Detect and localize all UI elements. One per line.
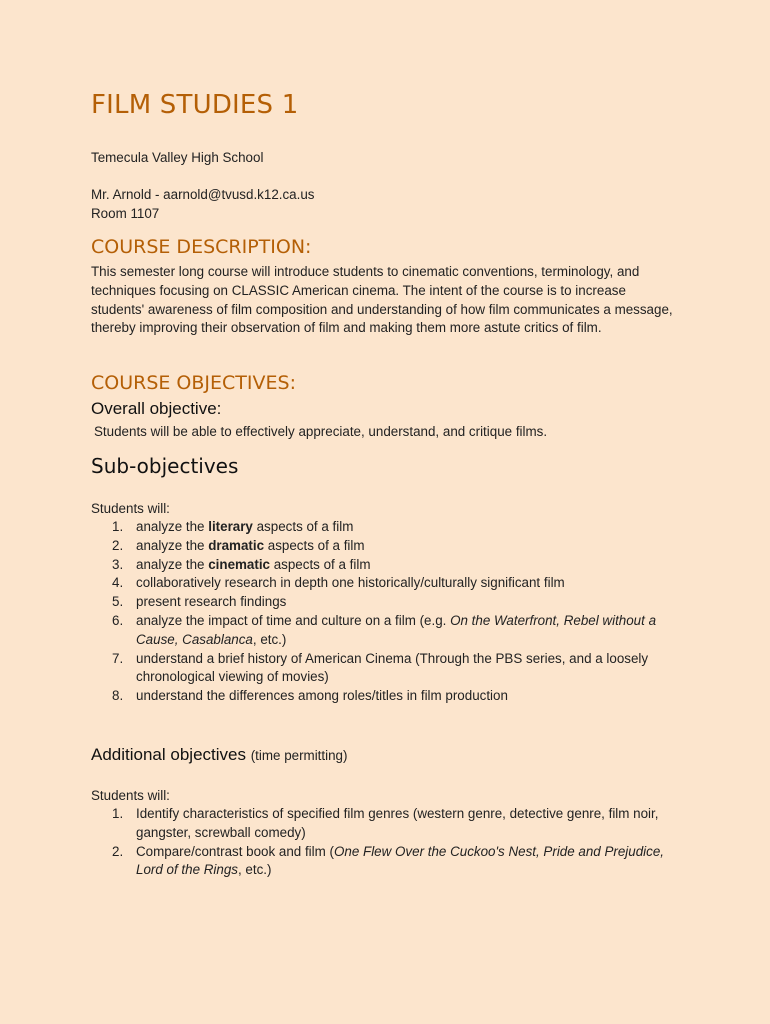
- sub-objective-item-number: 4.: [112, 575, 124, 591]
- additional-objectives-title: Additional objectives: [91, 745, 246, 764]
- sub-objective-item-text: analyze the cinematic aspects of a film: [136, 556, 371, 572]
- sub-objective-item-emphasis: literary: [208, 519, 253, 534]
- sub-objective-item-text: understand a brief history of American Cinema (Through the PBS series, and a loosely chronological viewing of movies): [136, 650, 649, 685]
- sub-objective-item-number: 3.: [112, 556, 124, 572]
- school-name: Temecula Valley High School: [91, 150, 264, 165]
- additional-objectives-note: (time permitting): [250, 748, 348, 763]
- additional-objectives-heading: [91, 745, 347, 765]
- students-will-label: Students will:: [91, 501, 170, 516]
- sub-objective-item: [91, 650, 681, 688]
- sub-objective-item: [91, 687, 681, 706]
- course-description-heading: COURSE DESCRIPTION:: [91, 236, 312, 258]
- sub-objective-item-emphasis: dramatic: [208, 537, 265, 553]
- sub-objective-item-text: understand the differences among roles/titles in film production: [136, 688, 508, 704]
- additional-objective-item-film-titles: One Flew Over the Cuckoo's Nest, Pride and Prejudice, Lord of the Rings: [136, 843, 665, 878]
- additional-objective-item-text: Identify characteristics of specified film genres (western genre, detective genre, film noir, gangster, screwball comedy): [136, 806, 659, 840]
- sub-objective-item-number: 2.: [112, 537, 124, 553]
- overall-objective-heading: Overall objective:: [91, 399, 222, 418]
- course-description-text: This semester long course will introduce students to cinematic conventions, terminology, and techniques focusing on CLASSIC American cinema. The intent of the course is to increase students' awareness of film composition and understanding of how film communicates a message, thereby improving their observation of film and making them more astute critics of film.: [91, 264, 673, 336]
- sub-objective-item-number: 1.: [112, 519, 124, 534]
- additional-objective-item-number: 2.: [112, 843, 124, 859]
- sub-objectives-heading: Sub-objectives: [91, 454, 239, 478]
- sub-objective-item-text: present research findings: [136, 594, 287, 610]
- sub-objective-item: [91, 537, 681, 556]
- sub-objective-item-text: collaboratively research in depth one historically/culturally significant film: [136, 575, 565, 591]
- additional-objective-item: [91, 805, 681, 843]
- overall-objective-text: Students will be able to effectively appreciate, understand, and critique films.: [94, 424, 548, 439]
- additional-objective-item-number: 1.: [112, 806, 124, 821]
- sub-objective-item: [91, 556, 681, 575]
- additional-objective-item: [91, 843, 681, 881]
- sub-objective-item-text: analyze the literary aspects of a film: [136, 519, 354, 534]
- sub-objective-item-number: 7.: [112, 650, 124, 666]
- sub-objectives-list: [91, 518, 681, 706]
- page-title: FILM STUDIES 1: [91, 90, 299, 120]
- room-number: Room 1107: [91, 206, 160, 221]
- sub-objective-item-number: 6.: [112, 612, 124, 628]
- sub-objective-item: [91, 593, 681, 612]
- sub-objective-item-text: analyze the dramatic aspects of a film: [136, 537, 365, 553]
- additional-students-will-label: Students will:: [91, 788, 170, 803]
- additional-objective-item-text: Compare/contrast book and film (One Flew Over the Cuckoo's Nest, Pride and Prejudice, Lord of the Rings, etc.): [136, 843, 665, 878]
- sub-objective-item-number: 8.: [112, 688, 124, 704]
- sub-objective-item: [91, 574, 681, 593]
- sub-objective-item-text: analyze the impact of time and culture on a film (e.g. On the Waterfront, Rebel without a Cause, Casablanca, etc.): [136, 612, 657, 647]
- teacher-contact: Mr. Arnold - aarnold@tvusd.k12.ca.us: [91, 187, 315, 202]
- sub-objective-item: [91, 612, 681, 650]
- sub-objective-item-emphasis: cinematic: [208, 556, 270, 572]
- additional-objectives-list: [91, 805, 681, 880]
- sub-objective-item-film-titles: On the Waterfront, Rebel without a Cause, Casablanca: [136, 612, 657, 647]
- course-objectives-heading: COURSE OBJECTIVES:: [91, 372, 296, 394]
- sub-objective-item: [91, 518, 681, 537]
- sub-objective-item-number: 5.: [112, 594, 124, 610]
